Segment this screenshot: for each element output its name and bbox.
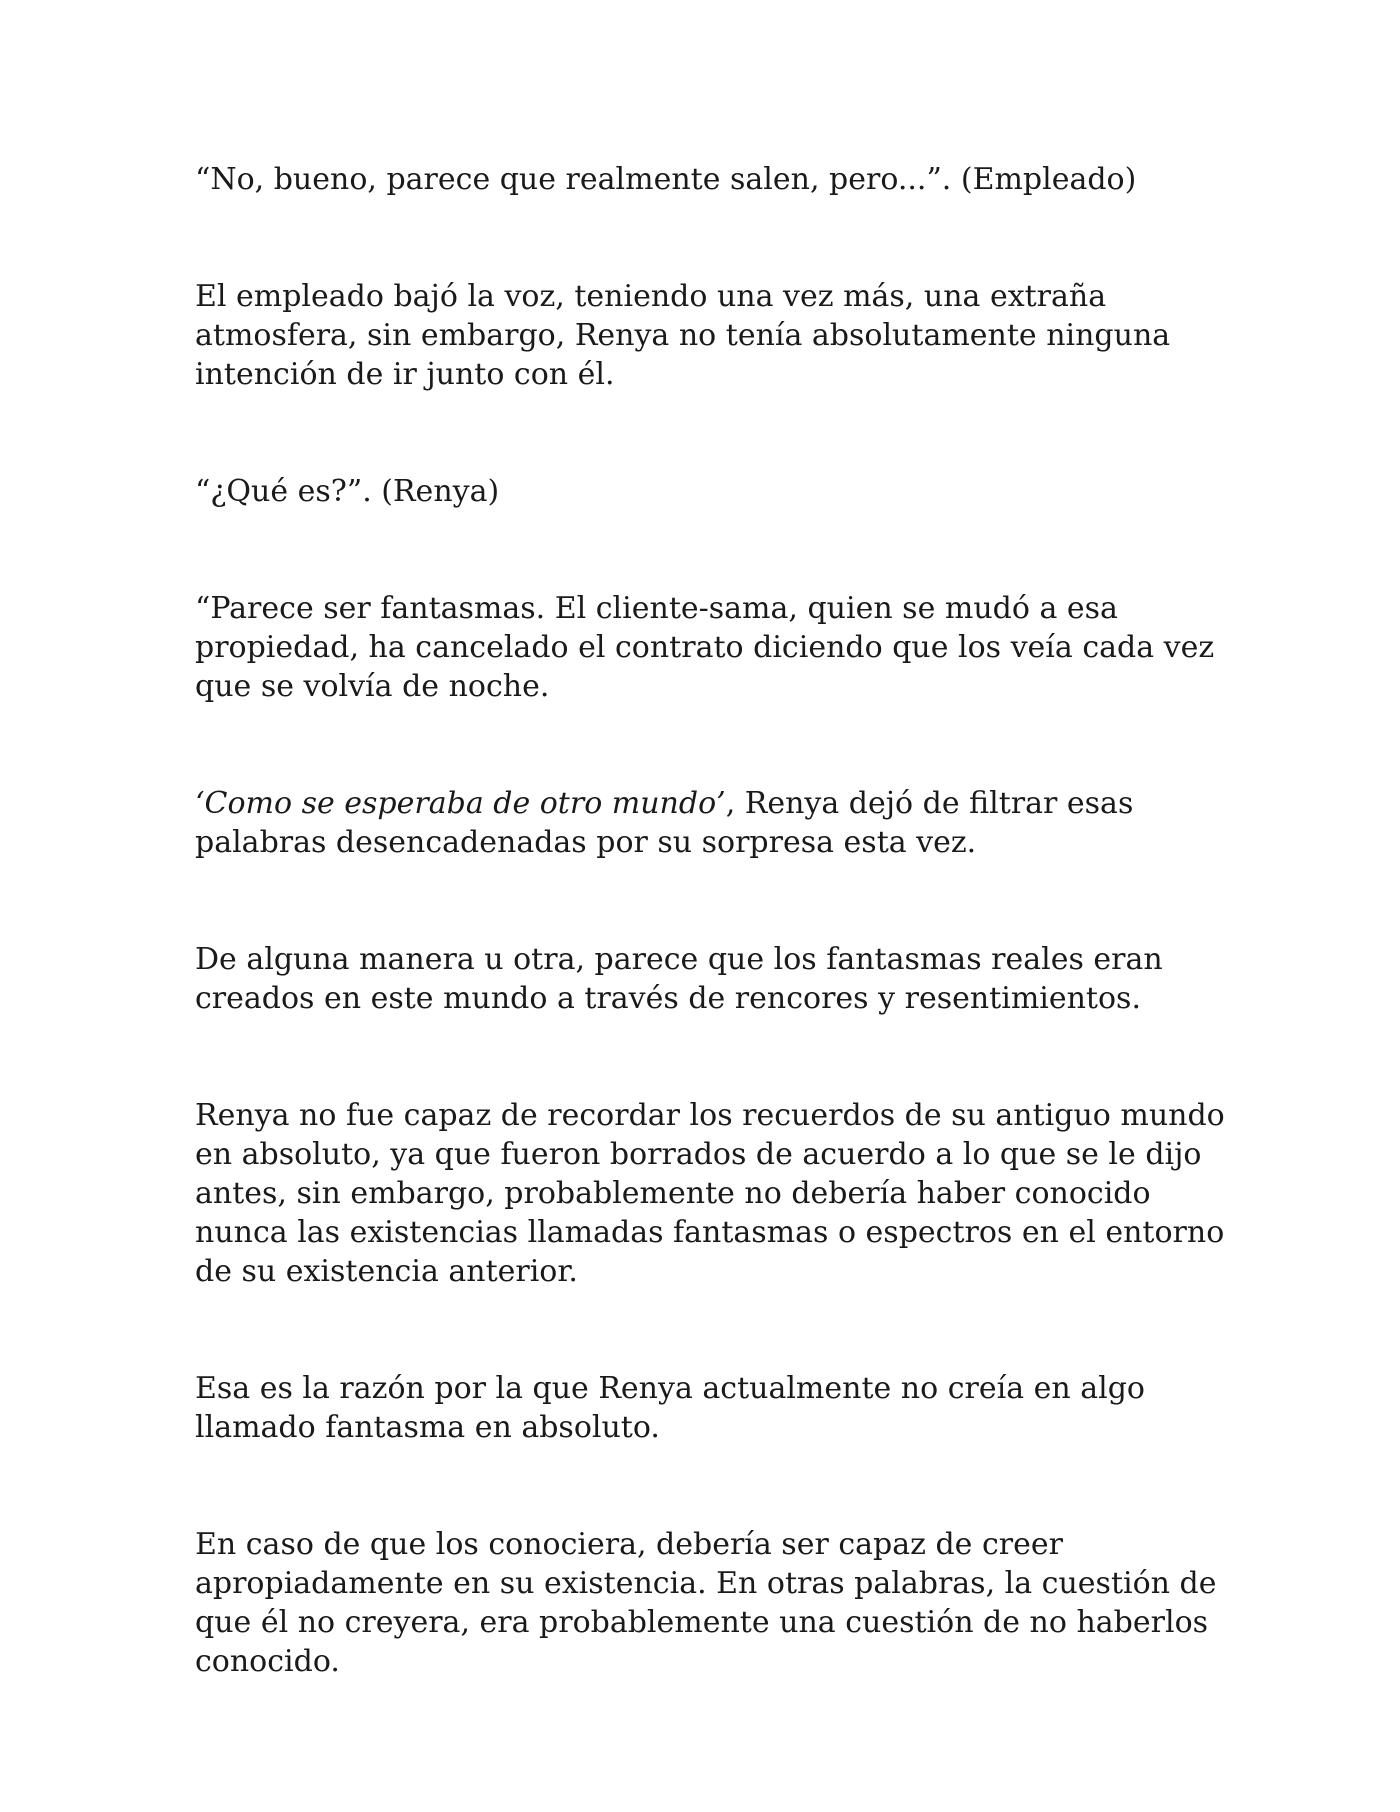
paragraph-2 [195,277,1235,394]
paragraph-1 [195,160,1235,199]
paragraph-text: , Renya dejó de filtrar esas palabras desencadenadas por su sorpresa esta vez. [195,786,1134,860]
paragraph-6 [195,940,1235,1018]
paragraph-3 [195,472,1235,511]
paragraph-italic-quote: ‘Como se esperaba de otro mundo’ [195,786,726,821]
paragraph-text: Esa es la razón por la que Renya actualmente no creía en algo llamado fantasma en absoluto. [195,1371,1145,1445]
paragraph-5 [195,784,1235,862]
paragraph-8 [195,1369,1235,1447]
paragraph-text: De alguna manera u otra, parece que los fantasmas reales eran creados en este mundo a través de rencores y resentimientos. [195,942,1163,1016]
paragraph-4 [195,589,1235,706]
paragraph-text: El empleado bajó la voz, teniendo una vez más, una extraña atmosfera, sin embargo, Renya no tenía absolutamente ninguna intención de ir junto con él. [195,279,1171,392]
document-body [195,160,1235,1681]
paragraph-text: Renya no fue capaz de recordar los recuerdos de su antiguo mundo en absoluto, ya que fueron borrados de acuerdo a lo que se le dijo antes, sin embargo, probablemente no debería haber conocido nunca las existencias llamadas fantasmas o espectros en el entorno de su existencia anterior. [195,1098,1225,1289]
paragraph-text: “¿Qué es?”. (Renya) [195,474,500,509]
paragraph-7 [195,1096,1235,1291]
paragraph-9 [195,1525,1235,1681]
paragraph-text: “No, bueno, parece que realmente salen, pero...”. (Empleado) [195,162,1137,197]
paragraph-text: En caso de que los conociera, debería ser capaz de creer apropiadamente en su existencia. En otras palabras, la cuestión de que él no creyera, era probablemente una cuestión de no haberlos conocido. [195,1527,1217,1679]
paragraph-text: “Parece ser fantasmas. El cliente-sama, quien se mudó a esa propiedad, ha cancelado el contrato diciendo que los veía cada vez que se volvía de noche. [195,591,1215,704]
